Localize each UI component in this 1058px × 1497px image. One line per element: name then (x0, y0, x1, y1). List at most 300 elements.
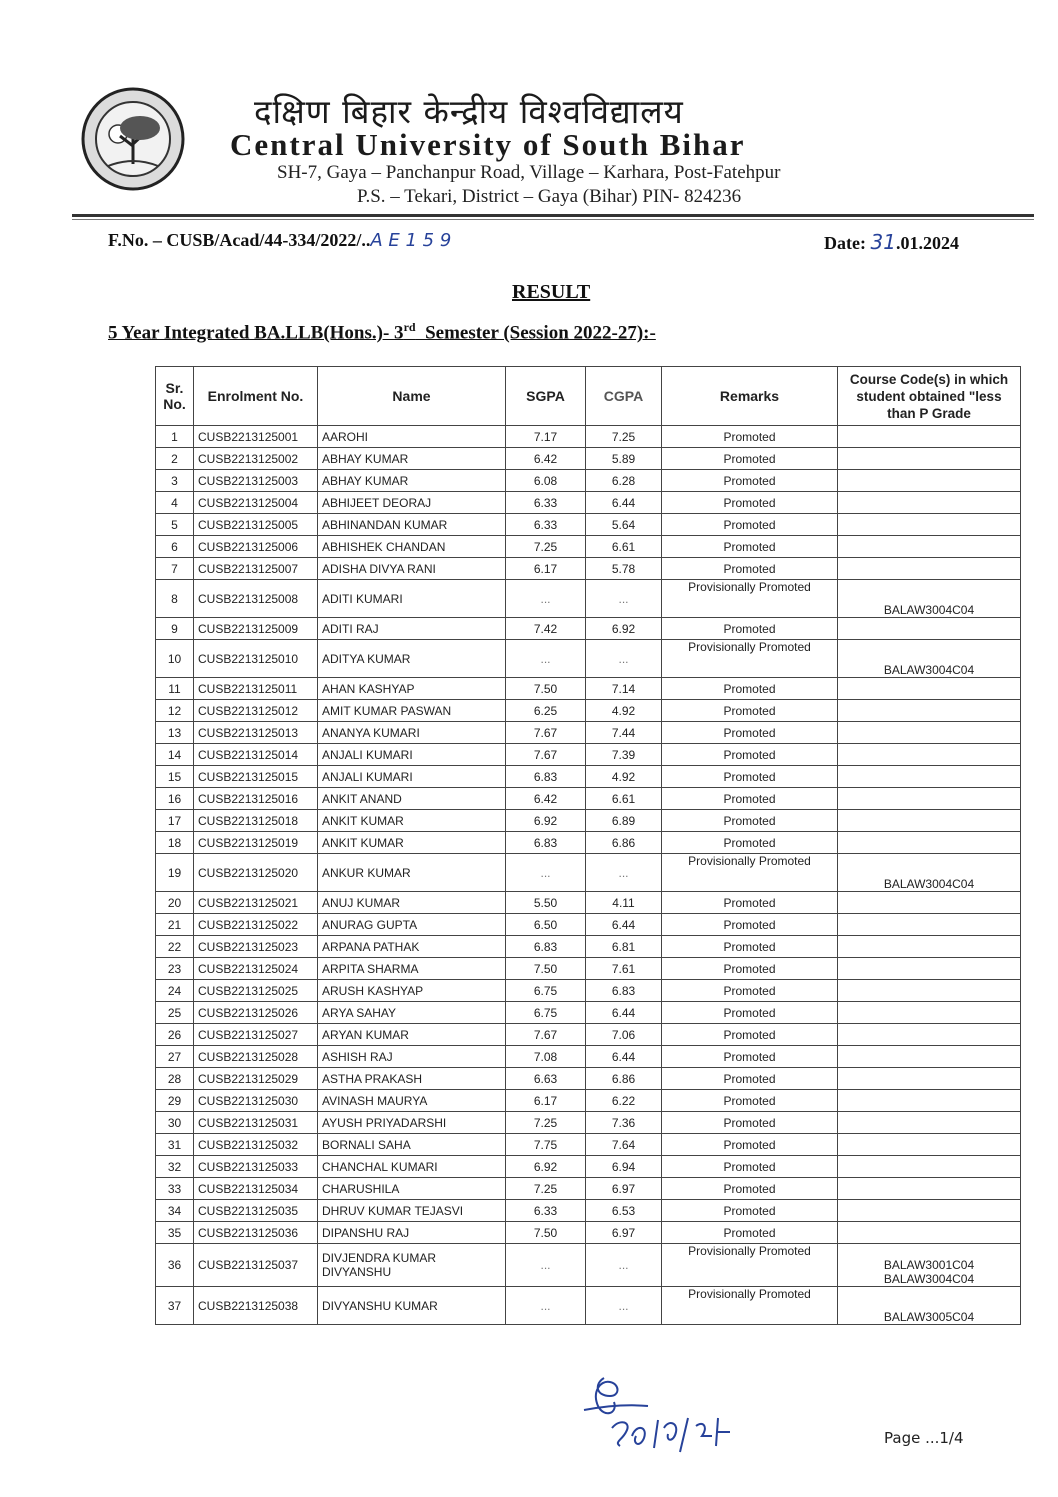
cell-course-codes (838, 470, 1021, 492)
table-row (156, 1024, 1021, 1046)
cell-sgpa: 6.42 (506, 448, 586, 470)
cell-name: AMIT KUMAR PASWAN (318, 700, 506, 722)
cell-remarks: Promoted (662, 1090, 838, 1112)
cell-course-codes (838, 1156, 1021, 1178)
cell-sr-no: 22 (156, 936, 194, 958)
cell-enrolment-no: CUSB2213125002 (194, 448, 318, 470)
cell-name: AYUSH PRIYADARSHI (318, 1112, 506, 1134)
cell-course-codes (838, 958, 1021, 980)
table-row (156, 914, 1021, 936)
cell-name: DIVYANSHU KUMAR (318, 1287, 506, 1325)
cell-enrolment-no: CUSB2213125026 (194, 1002, 318, 1024)
table-row (156, 1002, 1021, 1024)
cell-remarks: Promoted (662, 892, 838, 914)
cell-enrolment-no: CUSB2213125022 (194, 914, 318, 936)
cell-name: ADITI RAJ (318, 618, 506, 640)
cell-cgpa: 5.78 (586, 558, 662, 580)
cell-remarks: Provisionally Promoted (662, 640, 838, 678)
cell-name: DIVJENDRA KUMAR DIVYANSHU (318, 1244, 506, 1287)
table-row (156, 514, 1021, 536)
cell-sgpa: 6.33 (506, 514, 586, 536)
cell-name: AVINASH MAURYA (318, 1090, 506, 1112)
cell-course-codes (838, 914, 1021, 936)
cell-enrolment-no: CUSB2213125020 (194, 854, 318, 892)
cell-cgpa: 4.92 (586, 700, 662, 722)
cell-course-codes (838, 448, 1021, 470)
cell-course-codes (838, 980, 1021, 1002)
cell-name: ABHIJEET DEORAJ (318, 492, 506, 514)
file-number (108, 230, 451, 251)
address-line-1: SH-7, Gaya – Panchanpur Road, Village – Karhara, Post-Fatehpur (277, 162, 781, 183)
page-number: Page ...1/4 (884, 1429, 964, 1447)
table-row (156, 766, 1021, 788)
cell-cgpa: 6.97 (586, 1222, 662, 1244)
programme-heading (108, 320, 656, 344)
cell-remarks: Promoted (662, 700, 838, 722)
table-row (156, 788, 1021, 810)
cell-name: ABHISHEK CHANDAN (318, 536, 506, 558)
cell-cgpa: 5.89 (586, 448, 662, 470)
cell-sr-no: 9 (156, 618, 194, 640)
cell-name: ADITYA KUMAR (318, 640, 506, 678)
table-row (156, 1046, 1021, 1068)
header-divider (72, 214, 1034, 217)
cell-enrolment-no: CUSB2213125008 (194, 580, 318, 618)
cell-course-codes (838, 936, 1021, 958)
cell-sgpa: 6.25 (506, 700, 586, 722)
cell-sgpa: 7.67 (506, 1024, 586, 1046)
cell-sgpa: ... (506, 1287, 586, 1325)
cell-sgpa: 6.83 (506, 766, 586, 788)
cell-sgpa: 7.25 (506, 1178, 586, 1200)
cell-course-codes (838, 744, 1021, 766)
cell-sr-no: 13 (156, 722, 194, 744)
cell-remarks: Provisionally Promoted (662, 854, 838, 892)
cell-cgpa: 6.44 (586, 1002, 662, 1024)
cell-sr-no: 3 (156, 470, 194, 492)
cell-enrolment-no: CUSB2213125007 (194, 558, 318, 580)
cell-sgpa: 6.50 (506, 914, 586, 936)
cell-course-codes: BALAW3004C04 (838, 640, 1021, 678)
table-row (156, 722, 1021, 744)
cell-remarks: Promoted (662, 1156, 838, 1178)
cell-remarks: Promoted (662, 810, 838, 832)
file-number-handwritten: A E 1 5 9 (370, 230, 452, 251)
cell-remarks: Promoted (662, 470, 838, 492)
table-row (156, 700, 1021, 722)
cell-sgpa: 7.67 (506, 722, 586, 744)
cell-cgpa: ... (586, 1287, 662, 1325)
cell-name: ANKIT KUMAR (318, 810, 506, 832)
cell-sr-no: 15 (156, 766, 194, 788)
cell-sgpa: 5.50 (506, 892, 586, 914)
result-table (155, 366, 1021, 1325)
cell-course-codes (838, 514, 1021, 536)
cell-sr-no: 17 (156, 810, 194, 832)
cell-name: ARYAN KUMAR (318, 1024, 506, 1046)
cell-enrolment-no: CUSB2213125033 (194, 1156, 318, 1178)
cell-cgpa: 7.06 (586, 1024, 662, 1046)
cell-cgpa: 7.25 (586, 426, 662, 448)
cell-cgpa: 4.92 (586, 766, 662, 788)
cell-course-codes (838, 832, 1021, 854)
cell-name: ANUJ KUMAR (318, 892, 506, 914)
cell-cgpa: 7.39 (586, 744, 662, 766)
cell-sgpa: 6.17 (506, 1090, 586, 1112)
table-row (156, 1156, 1021, 1178)
cell-cgpa: 6.83 (586, 980, 662, 1002)
cell-sgpa: 6.33 (506, 1200, 586, 1222)
cell-sr-no: 32 (156, 1156, 194, 1178)
cell-enrolment-no: CUSB2213125006 (194, 536, 318, 558)
cell-name: ADITI KUMARI (318, 580, 506, 618)
cell-enrolment-no: CUSB2213125016 (194, 788, 318, 810)
cell-enrolment-no: CUSB2213125010 (194, 640, 318, 678)
cell-course-codes (838, 558, 1021, 580)
cell-course-codes (838, 1178, 1021, 1200)
cell-sgpa: 7.50 (506, 1222, 586, 1244)
table-row (156, 744, 1021, 766)
cell-name: DIPANSHU RAJ (318, 1222, 506, 1244)
cell-course-codes: BALAW3001C04 BALAW3004C04 (838, 1244, 1021, 1287)
issue-date (824, 230, 959, 254)
date-handwritten-day: 31 (870, 230, 896, 254)
cell-enrolment-no: CUSB2213125023 (194, 936, 318, 958)
table-row (156, 1112, 1021, 1134)
header-enrolment-no: Enrolment No. (194, 367, 318, 426)
cell-remarks: Promoted (662, 936, 838, 958)
cell-course-codes (838, 1222, 1021, 1244)
header-name: Name (318, 367, 506, 426)
cell-remarks: Promoted (662, 1112, 838, 1134)
cell-course-codes (838, 1134, 1021, 1156)
cell-sr-no: 31 (156, 1134, 194, 1156)
file-number-label: F.No. – CUSB/Acad/44-334/2022/.. (108, 230, 371, 250)
cell-remarks: Provisionally Promoted (662, 580, 838, 618)
cell-remarks: Promoted (662, 766, 838, 788)
header-course-codes: Course Code(s) in which student obtained "less than P Grade (838, 367, 1021, 426)
table-body (156, 426, 1021, 1325)
cell-name: ARYA SAHAY (318, 1002, 506, 1024)
table-row (156, 936, 1021, 958)
table-row (156, 492, 1021, 514)
cell-cgpa: ... (586, 854, 662, 892)
table-row (156, 536, 1021, 558)
cell-course-codes (838, 1112, 1021, 1134)
cell-name: BORNALI SAHA (318, 1134, 506, 1156)
cell-cgpa: ... (586, 640, 662, 678)
cell-course-codes (838, 536, 1021, 558)
cell-sr-no: 26 (156, 1024, 194, 1046)
table-row (156, 1134, 1021, 1156)
programme-title-sup: rd (403, 320, 416, 334)
cell-course-codes (838, 492, 1021, 514)
table-row (156, 1068, 1021, 1090)
cell-name: AAROHI (318, 426, 506, 448)
university-hindi-name: दक्षिण बिहार केन्द्रीय विश्वविद्यालय (254, 92, 684, 131)
cell-remarks: Promoted (662, 1178, 838, 1200)
cell-sgpa: ... (506, 580, 586, 618)
cell-enrolment-no: CUSB2213125024 (194, 958, 318, 980)
cell-sgpa: 6.83 (506, 936, 586, 958)
cell-remarks: Promoted (662, 492, 838, 514)
cell-sr-no: 25 (156, 1002, 194, 1024)
cell-sr-no: 4 (156, 492, 194, 514)
address-line-2: P.S. – Tekari, District – Gaya (Bihar) PIN- 824236 (357, 186, 742, 207)
cell-course-codes: BALAW3005C04 (838, 1287, 1021, 1325)
cell-sgpa: 7.67 (506, 744, 586, 766)
cell-cgpa: 6.61 (586, 788, 662, 810)
cell-cgpa: 7.14 (586, 678, 662, 700)
cell-sr-no: 19 (156, 854, 194, 892)
cell-sr-no: 36 (156, 1244, 194, 1287)
cell-enrolment-no: CUSB2213125019 (194, 832, 318, 854)
cell-name: ANKIT ANAND (318, 788, 506, 810)
cell-sgpa: 7.75 (506, 1134, 586, 1156)
cell-enrolment-no: CUSB2213125034 (194, 1178, 318, 1200)
cell-name: ABHAY KUMAR (318, 470, 506, 492)
cell-cgpa: 6.53 (586, 1200, 662, 1222)
cell-enrolment-no: CUSB2213125005 (194, 514, 318, 536)
cell-remarks: Promoted (662, 678, 838, 700)
cell-course-codes (838, 766, 1021, 788)
cell-remarks: Promoted (662, 1046, 838, 1068)
cell-cgpa: 6.89 (586, 810, 662, 832)
cell-sr-no: 14 (156, 744, 194, 766)
cell-name: ANJALI KUMARI (318, 766, 506, 788)
cell-name: ABHAY KUMAR (318, 448, 506, 470)
cell-sr-no: 8 (156, 580, 194, 618)
cell-sr-no: 18 (156, 832, 194, 854)
cell-sr-no: 1 (156, 426, 194, 448)
cell-sgpa: 6.75 (506, 980, 586, 1002)
cell-enrolment-no: CUSB2213125030 (194, 1090, 318, 1112)
cell-cgpa: ... (586, 1244, 662, 1287)
university-english-name: Central University of South Bihar (230, 127, 746, 162)
cell-name: ANKIT KUMAR (318, 832, 506, 854)
cell-course-codes (838, 1002, 1021, 1024)
cell-remarks: Promoted (662, 788, 838, 810)
cell-name: ADISHA DIVYA RANI (318, 558, 506, 580)
cell-enrolment-no: CUSB2213125038 (194, 1287, 318, 1325)
header-cgpa: CGPA (586, 367, 662, 426)
cell-sgpa: 7.42 (506, 618, 586, 640)
cell-cgpa: 6.61 (586, 536, 662, 558)
handwritten-signature (576, 1366, 766, 1462)
table-row (156, 980, 1021, 1002)
cell-remarks: Promoted (662, 536, 838, 558)
cell-sr-no: 6 (156, 536, 194, 558)
cell-remarks: Promoted (662, 1134, 838, 1156)
header-divider-thin (72, 219, 1034, 220)
cell-sgpa: 7.25 (506, 536, 586, 558)
cell-sr-no: 29 (156, 1090, 194, 1112)
table-row (156, 426, 1021, 448)
cell-name: ASHISH RAJ (318, 1046, 506, 1068)
table-row (156, 558, 1021, 580)
cell-name: ASTHA PRAKASH (318, 1068, 506, 1090)
university-emblem-icon (80, 86, 186, 192)
table-row (156, 640, 1021, 678)
cell-cgpa: 7.36 (586, 1112, 662, 1134)
table-row (156, 1222, 1021, 1244)
cell-sgpa: 6.17 (506, 558, 586, 580)
cell-remarks: Promoted (662, 1002, 838, 1024)
cell-enrolment-no: CUSB2213125011 (194, 678, 318, 700)
cell-cgpa: 6.44 (586, 914, 662, 936)
table-row (156, 1090, 1021, 1112)
cell-sr-no: 30 (156, 1112, 194, 1134)
cell-cgpa: 6.86 (586, 1068, 662, 1090)
cell-name: ARUSH KASHYAP (318, 980, 506, 1002)
cell-enrolment-no: CUSB2213125025 (194, 980, 318, 1002)
cell-cgpa: 6.44 (586, 492, 662, 514)
cell-sr-no: 35 (156, 1222, 194, 1244)
cell-enrolment-no: CUSB2213125012 (194, 700, 318, 722)
table-row (156, 678, 1021, 700)
cell-course-codes (838, 810, 1021, 832)
cell-sgpa: ... (506, 1244, 586, 1287)
cell-sr-no: 34 (156, 1200, 194, 1222)
cell-cgpa: 6.22 (586, 1090, 662, 1112)
cell-sgpa: 6.92 (506, 1156, 586, 1178)
cell-remarks: Provisionally Promoted (662, 1244, 838, 1287)
cell-remarks: Promoted (662, 448, 838, 470)
cell-course-codes (838, 1024, 1021, 1046)
cell-course-codes (838, 1200, 1021, 1222)
cell-sr-no: 11 (156, 678, 194, 700)
cell-sr-no: 28 (156, 1068, 194, 1090)
cell-name: DHRUV KUMAR TEJASVI (318, 1200, 506, 1222)
cell-name: CHANCHAL KUMARI (318, 1156, 506, 1178)
cell-sgpa: ... (506, 640, 586, 678)
cell-enrolment-no: CUSB2213125004 (194, 492, 318, 514)
cell-enrolment-no: CUSB2213125032 (194, 1134, 318, 1156)
cell-name: ANANYA KUMARI (318, 722, 506, 744)
cell-sr-no: 24 (156, 980, 194, 1002)
cell-cgpa: 6.86 (586, 832, 662, 854)
cell-remarks: Promoted (662, 744, 838, 766)
cell-cgpa: 7.44 (586, 722, 662, 744)
cell-remarks: Promoted (662, 980, 838, 1002)
cell-cgpa: 7.61 (586, 958, 662, 980)
cell-sr-no: 27 (156, 1046, 194, 1068)
table-row (156, 448, 1021, 470)
date-label: Date: (824, 233, 866, 253)
cell-sgpa: ... (506, 854, 586, 892)
cell-sgpa: 6.75 (506, 1002, 586, 1024)
cell-enrolment-no: CUSB2213125027 (194, 1024, 318, 1046)
cell-enrolment-no: CUSB2213125021 (194, 892, 318, 914)
cell-course-codes (838, 618, 1021, 640)
cell-course-codes (838, 700, 1021, 722)
cell-remarks: Provisionally Promoted (662, 1287, 838, 1325)
cell-sr-no: 2 (156, 448, 194, 470)
cell-sgpa: 7.50 (506, 678, 586, 700)
cell-remarks: Promoted (662, 722, 838, 744)
cell-sgpa: 7.50 (506, 958, 586, 980)
cell-cgpa: 6.81 (586, 936, 662, 958)
cell-name: ARPANA PATHAK (318, 936, 506, 958)
table-row (156, 1178, 1021, 1200)
header-sgpa: SGPA (506, 367, 586, 426)
cell-course-codes (838, 722, 1021, 744)
header-sr-no: Sr. No. (156, 367, 194, 426)
cell-enrolment-no: CUSB2213125009 (194, 618, 318, 640)
cell-cgpa: ... (586, 580, 662, 618)
cell-sgpa: 6.33 (506, 492, 586, 514)
cell-name: CHARUSHILA (318, 1178, 506, 1200)
cell-cgpa: 6.92 (586, 618, 662, 640)
cell-course-codes (838, 678, 1021, 700)
cell-course-codes (838, 1068, 1021, 1090)
cell-enrolment-no: CUSB2213125028 (194, 1046, 318, 1068)
cell-course-codes (838, 1046, 1021, 1068)
cell-name: ANKUR KUMAR (318, 854, 506, 892)
cell-enrolment-no: CUSB2213125037 (194, 1244, 318, 1287)
cell-remarks: Promoted (662, 1068, 838, 1090)
table-row (156, 810, 1021, 832)
cell-remarks: Promoted (662, 1222, 838, 1244)
cell-name: AHAN KASHYAP (318, 678, 506, 700)
cell-sr-no: 20 (156, 892, 194, 914)
table-row (156, 832, 1021, 854)
cell-course-codes (838, 426, 1021, 448)
cell-sr-no: 16 (156, 788, 194, 810)
table-row (156, 618, 1021, 640)
table-row (156, 470, 1021, 492)
cell-sr-no: 23 (156, 958, 194, 980)
cell-enrolment-no: CUSB2213125031 (194, 1112, 318, 1134)
cell-name: ABHINANDAN KUMAR (318, 514, 506, 536)
header-remarks: Remarks (662, 367, 838, 426)
cell-name: ARPITA SHARMA (318, 958, 506, 980)
cell-sr-no: 7 (156, 558, 194, 580)
cell-remarks: Promoted (662, 958, 838, 980)
table-row (156, 580, 1021, 618)
cell-sgpa: 6.83 (506, 832, 586, 854)
cell-name: ANURAG GUPTA (318, 914, 506, 936)
cell-remarks: Promoted (662, 1024, 838, 1046)
cell-sr-no: 37 (156, 1287, 194, 1325)
cell-enrolment-no: CUSB2213125018 (194, 810, 318, 832)
cell-course-codes (838, 892, 1021, 914)
cell-sgpa: 7.17 (506, 426, 586, 448)
cell-enrolment-no: CUSB2213125014 (194, 744, 318, 766)
table-row (156, 1287, 1021, 1325)
cell-remarks: Promoted (662, 426, 838, 448)
cell-cgpa: 5.64 (586, 514, 662, 536)
cell-enrolment-no: CUSB2213125035 (194, 1200, 318, 1222)
cell-enrolment-no: CUSB2213125015 (194, 766, 318, 788)
cell-remarks: Promoted (662, 914, 838, 936)
cell-course-codes: BALAW3004C04 (838, 580, 1021, 618)
cell-enrolment-no: CUSB2213125029 (194, 1068, 318, 1090)
programme-title-post: Semester (Session 2022-27):- (415, 322, 656, 344)
table-row (156, 1200, 1021, 1222)
cell-cgpa: 6.28 (586, 470, 662, 492)
cell-name: ANJALI KUMARI (318, 744, 506, 766)
cell-sgpa: 6.92 (506, 810, 586, 832)
cell-enrolment-no: CUSB2213125036 (194, 1222, 318, 1244)
table-row (156, 958, 1021, 980)
cell-sr-no: 12 (156, 700, 194, 722)
cell-cgpa: 4.11 (586, 892, 662, 914)
table-header-row (156, 367, 1021, 426)
cell-course-codes (838, 788, 1021, 810)
cell-enrolment-no: CUSB2213125003 (194, 470, 318, 492)
cell-course-codes: BALAW3004C04 (838, 854, 1021, 892)
